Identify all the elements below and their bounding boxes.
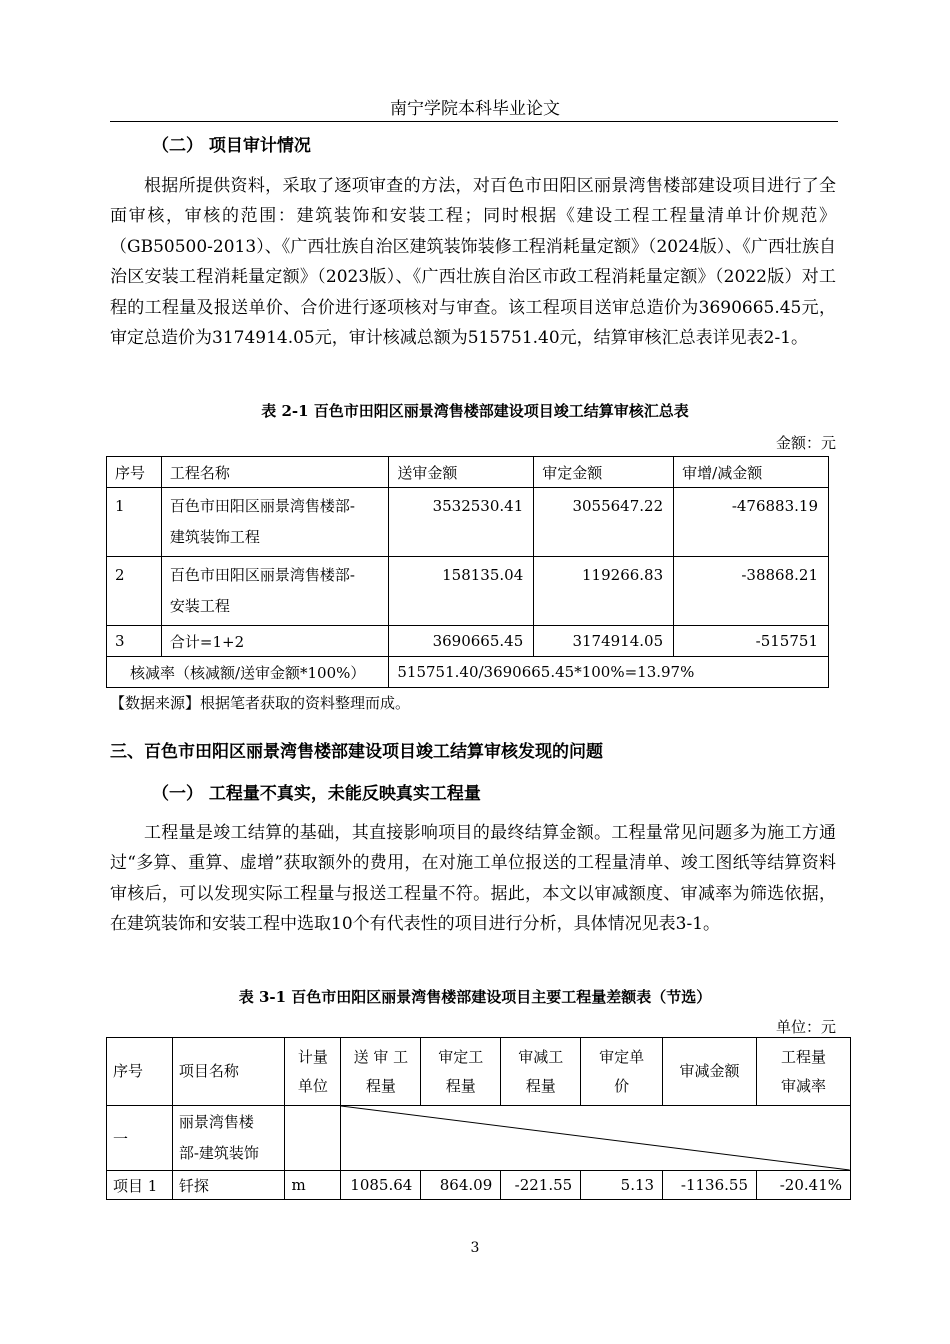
table2-unit: 单位：元 xyxy=(775,1018,836,1036)
reduced-amount: -1136.55 xyxy=(663,1171,757,1200)
project-name-line: 安装工程 xyxy=(169,597,230,615)
table-row xyxy=(107,1171,851,1200)
table2-caption: 表 3-1 百色市田阳区丽景湾售楼部建设项目主要工程量差额表（节选） xyxy=(238,988,712,1006)
approved-quantity: 864.09 xyxy=(421,1171,501,1200)
project-name-cell: 合计=1+2 xyxy=(161,626,388,657)
header-line: 送 审 工 xyxy=(353,1047,409,1066)
table-row xyxy=(107,626,829,657)
table-header-cell: 审增/减金额 xyxy=(674,457,829,488)
approved-price: 5.13 xyxy=(581,1171,663,1200)
diagonal-line xyxy=(341,1106,850,1170)
item-name: 钎探 xyxy=(172,1171,285,1200)
diff-amount: -38868.21 xyxy=(674,557,829,626)
table1-unit: 金额：元 xyxy=(775,434,836,452)
rate-label: 核减率（核减额/送审金额*100%） xyxy=(107,657,389,688)
paragraph-audit-text: 根据所提供资料，采取了逐项审查的方法，对百色市田阳区丽景湾售楼部建设项目进行了全面审核，审核的范围：建筑装饰和安装工程；同时根据《建设工程工程量清单计价规范》（GB50500-2013）、《广西壮族自治区建筑装饰装修工程消耗量定额》（2024版）、《广西壮族自治区安装工程消耗量定额》（2023版）、《广西壮族自治区市政工程消耗量定额》（2022版）对工程的工程量及报送单价、合价进行逐项核对与审查。该工程项目送审总造价为3690665.45元，审定总造价为3174914.05元，审计核减总额为515751.40元，结算审核汇总表详见表2-1。 xyxy=(110,176,836,349)
table-header-row xyxy=(107,457,829,488)
header-line: 审定工 xyxy=(438,1047,484,1066)
table-header-cell: 送审金额 xyxy=(389,457,534,488)
table-header-cell xyxy=(341,1038,421,1106)
table-header-cell: 序号 xyxy=(107,457,162,488)
page-number: 3 xyxy=(470,1240,480,1256)
submitted-amount: 3690665.45 xyxy=(389,626,534,657)
diff-amount: -515751 xyxy=(674,626,829,657)
header-line: 审减率 xyxy=(780,1076,826,1095)
item-number: 项目 1 xyxy=(107,1171,173,1200)
project-name-cell xyxy=(161,557,388,626)
table-header-cell xyxy=(581,1038,663,1106)
section-audit-heading: （二） 项目审计情况 xyxy=(152,136,311,156)
approved-amount: 3174914.05 xyxy=(534,626,674,657)
table-header-cell: 序号 xyxy=(107,1038,173,1106)
group-name-line: 丽景湾售楼 xyxy=(178,1113,254,1131)
table-header-cell: 审减金额 xyxy=(663,1038,757,1106)
reduced-quantity: -221.55 xyxy=(501,1171,581,1200)
header-line: 工程量 xyxy=(780,1047,826,1066)
table-header-cell: 审定金额 xyxy=(534,457,674,488)
table-header-row xyxy=(107,1038,851,1106)
project-name-line: 百色市田阳区丽景湾售楼部- xyxy=(169,566,355,584)
table-group-row xyxy=(107,1106,851,1171)
quantity-difference-table xyxy=(106,1037,851,1200)
project-name-cell xyxy=(161,488,388,557)
header-line: 程量 xyxy=(365,1076,396,1095)
header-rule xyxy=(110,121,838,122)
row-number: 2 xyxy=(107,557,162,626)
paragraph-audit xyxy=(110,171,836,353)
page-header-title: 南宁学院本科毕业论文 xyxy=(390,99,560,119)
table-header-cell xyxy=(285,1038,341,1106)
header-line: 单位 xyxy=(297,1076,328,1095)
project-name-line: 百色市田阳区丽景湾售楼部- xyxy=(169,497,355,515)
table1-caption: 表 2-1 百色市田阳区丽景湾售楼部建设项目竣工结算审核汇总表 xyxy=(261,402,689,420)
submitted-quantity: 1085.64 xyxy=(341,1171,421,1200)
submitted-amount: 3532530.41 xyxy=(389,488,534,557)
source-note: 【数据来源】根据笔者获取的资料整理而成。 xyxy=(110,694,411,712)
header-line: 计量 xyxy=(297,1047,328,1066)
section3-heading: 三、百色市田阳区丽景湾售楼部建设项目竣工结算审核发现的问题 xyxy=(110,742,603,762)
table-row xyxy=(107,657,829,688)
header-line: 程量 xyxy=(525,1076,556,1095)
table-row xyxy=(107,488,829,557)
header-line: 价 xyxy=(614,1076,630,1095)
table-header-cell: 项目名称 xyxy=(172,1038,285,1106)
header-line: 程量 xyxy=(445,1076,476,1095)
header-line: 审定单 xyxy=(599,1047,645,1066)
row-number: 1 xyxy=(107,488,162,557)
audit-summary-table xyxy=(106,456,829,688)
paragraph-quantity-text: 工程量是竣工结算的基础，其直接影响项目的最终结算金额。工程量常见问题多为施工方通过“多算、重算、虚增”获取额外的费用，在对施工单位报送的工程量清单、竣工图纸等结算资料审核后，可以发现实际工程量与报送工程量不符。据此，本文以审减额度、审减率为筛选依据，在建筑装饰和安装工程中选取10个有代表性的项目进行分析，具体情况见表3-1。 xyxy=(110,823,836,935)
header-line: 审减工 xyxy=(518,1047,564,1066)
approved-amount: 119266.83 xyxy=(534,557,674,626)
row-number: 3 xyxy=(107,626,162,657)
item-unit: m xyxy=(285,1171,341,1200)
reduction-rate: -20.41% xyxy=(757,1171,851,1200)
diff-amount: -476883.19 xyxy=(674,488,829,557)
table-header-cell xyxy=(501,1038,581,1106)
submitted-amount: 158135.04 xyxy=(389,557,534,626)
table-row xyxy=(107,557,829,626)
group-name-line: 部-建筑装饰 xyxy=(178,1144,259,1162)
group-number: 一 xyxy=(107,1106,173,1171)
table-header-cell xyxy=(421,1038,501,1106)
subsection1-heading: （一） 工程量不真实，未能反映真实工程量 xyxy=(152,784,481,804)
empty-cell xyxy=(285,1106,341,1171)
rate-value: 515751.40/3690665.45*100%=13.97% xyxy=(389,657,829,688)
approved-amount: 3055647.22 xyxy=(534,488,674,557)
paragraph-quantity xyxy=(110,818,836,940)
diagonal-cell xyxy=(341,1106,851,1171)
project-name-line: 建筑装饰工程 xyxy=(169,528,260,546)
table-header-cell: 工程名称 xyxy=(161,457,388,488)
group-name-cell xyxy=(172,1106,285,1171)
table-header-cell xyxy=(757,1038,851,1106)
